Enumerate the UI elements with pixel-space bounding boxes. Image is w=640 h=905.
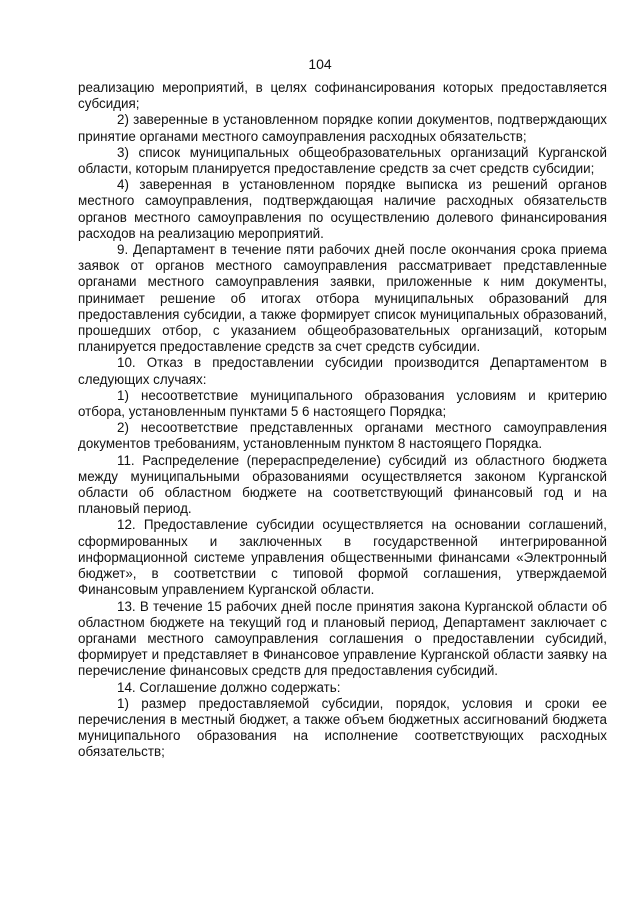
paragraph-item-2-certified-copies: 2) заверенные в установленном порядке копии документов, подтверждающих принятие органами местного самоуправления расходных обязательств; <box>78 112 607 144</box>
paragraph-10: 10. Отказ в предоставлении субсидии производится Департаментом в следующих случаях: <box>78 355 607 387</box>
paragraph-10-item-1: 1) несоответствие муниципального образования условиям и критерию отбора, установленным пунктами 5 6 настоящего Порядка; <box>78 387 607 420</box>
paragraph-item-3-schools-list: 3) список муниципальных общеобразовательных организаций Курганской области, которым планируется предоставление средств за счет средств субсидии; <box>78 144 607 177</box>
paragraph-12: 12. Предоставление субсидии осуществляется на основании соглашений, сформированных и заключенных в государственной интегрированной информационной системе управления общественными финансами «Электронный бюджет», в соответствии с типовой формой соглашения, утверждаемой Финансовым управлением Курганской области. <box>78 517 607 598</box>
paragraph-9: 9. Департамент в течение пяти рабочих дней после окончания срока приема заявок от органов местного самоуправления рассматривает представленные органами местного самоуправления заявки, приложенные к ним документы, принимает решение об итогах отбора муниципальных образований для предоставления субсидии, а также формирует список муниципальных образований, прошедших отбор, с указанием общеобразовательных организаций, которым планируется предоставление средств за счет средств субсидии. <box>78 242 607 355</box>
document-body <box>78 80 607 761</box>
paragraph-continuation: реализацию мероприятий, в целях софинансирования которых предоставляется субсидия; <box>78 80 607 112</box>
page-number: 104 <box>308 56 332 72</box>
paragraph-14: 14. Соглашение должно содержать: <box>117 679 341 695</box>
paragraph-11: 11. Распределение (перераспределение) субсидий из областного бюджета между муниципальными образованиями осуществляется законом Курганской области об областном бюджете на соответствующий финансовый год и на плановый период. <box>78 452 607 517</box>
paragraph-13: 13. В течение 15 рабочих дней после принятия закона Курганской области об областном бюджете на текущий год и плановый период, Департамент заключает с органами местного самоуправления соглашения о предоставлении субсидий, формирует и представляет в Финансовое управление Курганской области заявку на перечисление финансовых средств для предоставления субсидий. <box>78 598 607 679</box>
paragraph-10-item-2: 2) несоответствие представленных органами местного самоуправления документов требованиям, установленным пунктом 8 настоящего Порядка. <box>78 420 607 452</box>
paragraph-item-4-extract: 4) заверенная в установленном порядке выписка из решений органов местного самоуправления, подтверждающая наличие расходных обязательств органов местного самоуправления по осуществлению долевого финансирования расходов на реализацию мероприятий. <box>78 177 607 241</box>
paragraph-14-item-1: 1) размер предоставляемой субсидии, порядок, условия и сроки ее перечисления в местный бюджет, а также объем бюджетных ассигнований бюджета муниципального образования на исполнение соответствующих расходных обязательств; <box>78 695 607 760</box>
